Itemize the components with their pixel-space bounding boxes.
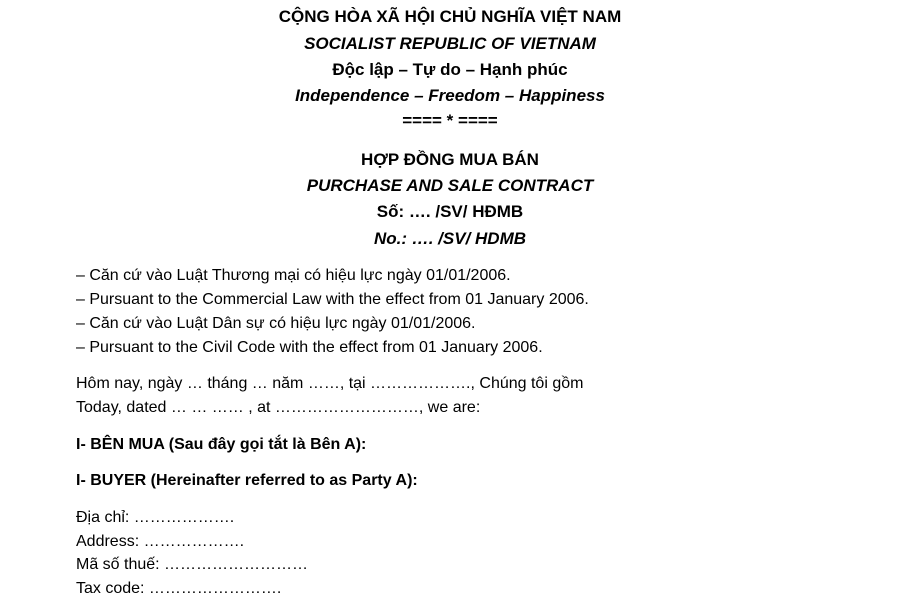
separator: ==== * ==== bbox=[402, 111, 498, 130]
contract-number-vi: Số: …. /SV/ HĐMB bbox=[376, 202, 524, 221]
buyer-heading-en: I- BUYER (Hereinafter referred to as Party A): bbox=[76, 472, 418, 489]
buyer-tax-code-en: Tax code: ……………………. bbox=[76, 580, 282, 597]
buyer-address-en: Address: ………………. bbox=[76, 533, 245, 550]
country-name-en: SOCIALIST REPUBLIC OF VIETNAM bbox=[304, 34, 596, 53]
date-line-vi: Hôm nay, ngày … tháng … năm ……, tại ………………., Chúng tôi gồm bbox=[76, 375, 584, 392]
buyer-tax-code-vi: Mã số thuế: ……………………… bbox=[76, 556, 309, 573]
motto-vi: Độc lập – Tự do – Hạnh phúc bbox=[332, 60, 568, 79]
buyer-address-vi: Địa chỉ: ………………. bbox=[76, 509, 235, 526]
contract-number-en: No.: …. /SV/ HDMB bbox=[373, 229, 527, 248]
contract-title-vi: HỢP ĐỒNG MUA BÁN bbox=[361, 150, 539, 169]
legal-basis-item: – Căn cứ vào Luật Thương mại có hiệu lực ngày 01/01/2006. bbox=[76, 267, 511, 284]
country-name-vi: CỘNG HÒA XÃ HỘI CHỦ NGHĨA VIỆT NAM bbox=[278, 7, 622, 26]
buyer-heading-vi: I- BÊN MUA (Sau đây gọi tắt là Bên A): bbox=[76, 436, 367, 453]
legal-basis-item: – Pursuant to the Civil Code with the effect from 01 January 2006. bbox=[76, 339, 543, 356]
motto-en: Independence – Freedom – Happiness bbox=[295, 86, 605, 105]
legal-basis-item: – Pursuant to the Commercial Law with the effect from 01 January 2006. bbox=[76, 291, 589, 308]
date-line-en: Today, dated … … …… , at ………………………, we are: bbox=[76, 399, 481, 416]
legal-basis-item: – Căn cứ vào Luật Dân sự có hiệu lực ngày 01/01/2006. bbox=[76, 315, 476, 332]
contract-title-en: PURCHASE AND SALE CONTRACT bbox=[306, 176, 594, 195]
